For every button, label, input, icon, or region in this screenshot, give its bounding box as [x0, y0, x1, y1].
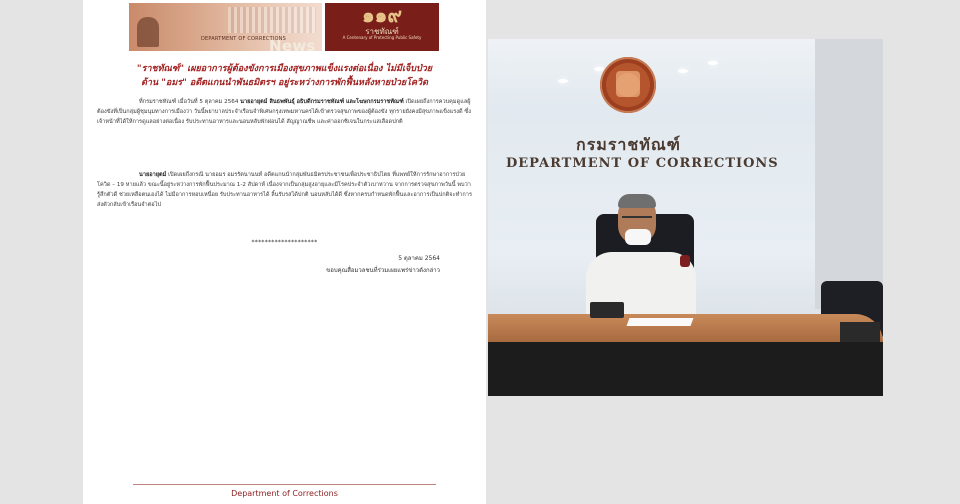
p1-name: นายอายุตม์ สินธพพันธุ์ อธิบดีกรมราชทัณฑ์ — [240, 99, 345, 105]
wall-sign-english: DEPARTMENT OF CORRECTIONS — [506, 156, 779, 171]
anniversary-tagline: A Centenary of Protecting Public Safety — [342, 35, 422, 40]
p2-name: นายอายุตม์ — [139, 172, 167, 178]
table-front-panel — [488, 342, 883, 396]
shoulder-patch — [680, 255, 690, 267]
side-wall — [815, 39, 883, 309]
separator-stars: ******************** — [251, 239, 318, 246]
wall-sign-thai: กรมราชทัณฑ์ — [576, 135, 681, 154]
p1-role: และโฆษกกรมราชทัณฑ์ — [345, 99, 404, 105]
release-date: 5 ตุลาคม 2564 — [398, 255, 440, 262]
ceiling-light — [678, 69, 688, 73]
p1-intro: ที่กรมราชทัณฑ์ เมื่อวันที่ 5 ตุลาคม 2564 — [139, 99, 241, 105]
anniversary-subtitle: ราชทัณฑ์ — [365, 27, 399, 36]
press-release-document — [83, 0, 486, 504]
news-banner — [129, 3, 322, 51]
meeting-photo — [488, 39, 883, 396]
face-mask — [625, 229, 651, 245]
department-emblem — [600, 57, 656, 113]
officer-silhouette — [137, 17, 159, 47]
ceiling-light — [558, 79, 568, 83]
ceiling-light — [594, 67, 604, 71]
glasses — [622, 216, 652, 223]
footer-divider — [133, 484, 436, 485]
thanks-note: ขอบคุณสื่อมวลชนที่ร่วมเผยแพร่ข่าวดังกล่าว — [326, 267, 440, 274]
footer-department: Department of Corrections — [231, 489, 338, 498]
headline-line-2: ด้าน "อมร" อดีตแกนนำพันธมิตรฯ อยู่ระหว่างการพักฟื้นหลังหายป่วยโควิด — [141, 78, 428, 88]
headline-line-1: "ราชทัณฑ์" เผยอาการผู้ต้องขังการเมืองสุขภาพแข็งแรงต่อเนื่อง ไม่มีเจ็บป่วย — [136, 64, 433, 74]
building-graphic — [228, 7, 316, 33]
anniversary-logo — [325, 3, 439, 51]
microphone-unit — [840, 322, 880, 342]
document-on-table — [627, 318, 694, 326]
ceiling-light — [708, 61, 718, 65]
banner-news-title: News — [269, 37, 316, 51]
microphone-base — [590, 302, 624, 318]
body-paragraph-2 — [97, 170, 472, 210]
banner-department-text: DEPARTMENT OF CORRECTIONS — [201, 36, 286, 42]
anniversary-number: ๑๑๙ — [361, 3, 403, 27]
official-hair — [618, 194, 656, 208]
body-paragraph-1 — [97, 97, 472, 127]
p1-text: เปิดเผยถึงการควบคุมดูแลผู้ต้องขังที่เป็นกลุ่มผู้ชุมนุมทางการเมืองว่า วันนี้พยาบาลประจำเรือนจำพิเศษกรุงเทพมหานครได้เข้าตรวจสุขภาพของผู้ต้องขัง ทุกรายยังคงมีสุขภาพแข็งแรงดี ซึ่งเจ้าหน้าที่ได้ให้การดูแลอย่างต่อเนื่อง รับประทานอาหารและนอนหลับพักผ่อนได้ สัญญาณชีพ และค่าออกซิเจนในกระแสเลือดปกติ — [97, 99, 471, 125]
p2-text: เปิดเผยถึงกรณี นายอมร อมรรัตนานนท์ อดีตแกนนำกลุ่มพันธมิตรประชาชนเพื่อประชาธิปไตย ที่แพทย์ให้การรักษาอาการป่วยโควิด – 19 หายแล้ว ขณะนี้อยู่ระหว่างการพักฟื้นประมาณ 1-2 สัปดาห์ เนื่องจากเป็นกลุ่มสูงอายุและมีโรคประจำตัวเบาหวาน จากการตรวจสุขภาพวันนี้ พบว่า รู้สึกตัวดี ช่วยเหลือตนเองได้ ไม่มีอาการหอบเหนื่อย รับประทานอาหารได้ ลิ้นรับรสได้ปกติ นอนหลับได้ดี ซึ่งหากครบกำหนดพักฟื้นและอาการเป็นปกติจะทำการส่งตัวกลับเข้าเรือนจำต่อไป — [97, 172, 472, 208]
